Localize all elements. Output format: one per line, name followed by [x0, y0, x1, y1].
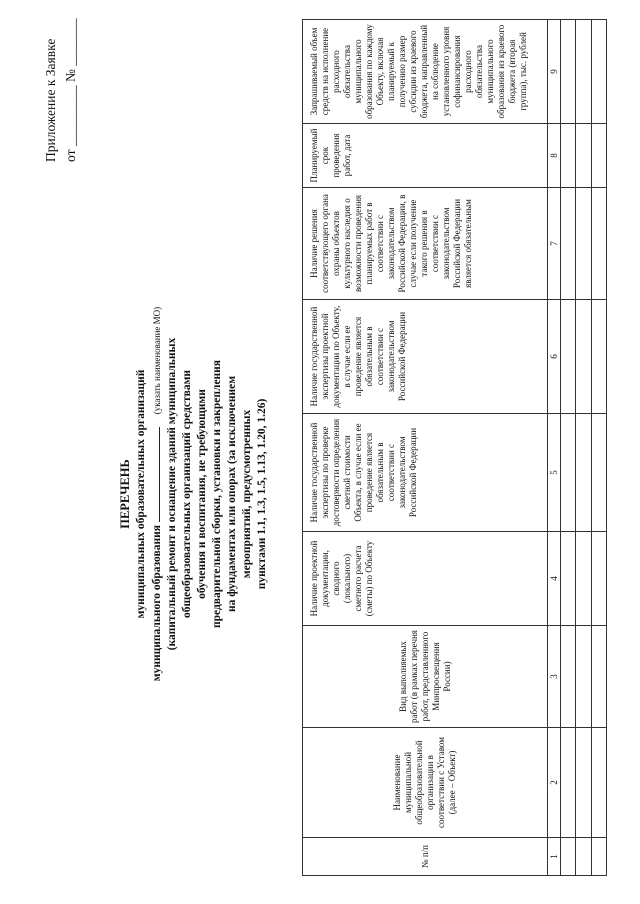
header-cell: Наличие проектной документации, сводного (локального) сметного расчета (сметы) по Объекту [303, 532, 548, 626]
mo-note: (указать наименование МО) [152, 306, 162, 415]
empty-cell [576, 414, 591, 532]
empty-cell [591, 838, 606, 876]
table-header-row [303, 20, 548, 876]
empty-cell [591, 20, 606, 124]
header-cell: Наличие государственной экспертизы по проверке достоверности определения сметной стоимости Объекта, в случае если ее проведение является обязательным в соответствии с законодательством Российской Федерации [303, 414, 548, 532]
empty-cell [561, 300, 576, 414]
empty-cell [561, 124, 576, 188]
header-cell: Наименование муниципальной общеобразовательной организации в соответствии с Уставом (далее – Объект) [303, 728, 548, 838]
column-number: 7 [548, 188, 561, 300]
header-cell: № п/п [303, 838, 548, 876]
column-number: 8 [548, 124, 561, 188]
empty-cell [591, 414, 606, 532]
column-number: 5 [548, 414, 561, 532]
heading-mo-row [149, 164, 165, 824]
empty-cell [561, 532, 576, 626]
table-row [561, 20, 576, 876]
column-number: 1 [548, 838, 561, 876]
header-cell: Запрашиваемый объем средств на исполнение расходного обязательства муниципального образования по каждому Объекту, включая планируемый к получению размер субсидии из краевого бюджета, направленный на соблюдение установленного уровня софинансирования расходного обязательства муниципального образования из краевого бюджета (вторая группа), тыс. рублей [303, 20, 548, 124]
objects-table [302, 19, 607, 876]
heading-line9: пунктами 1.1, 1.3, 1.5, 1.13, 1.20, 1.26) [256, 398, 268, 590]
heading-line6: предварительной сборки, установки и закрепления [211, 359, 223, 629]
column-number: 3 [548, 626, 561, 728]
table-row [591, 20, 606, 876]
column-number: 2 [548, 728, 561, 838]
header-cell: Наличие государственной экспертизы проектной документации по Объекту, в случае если ее проведение является обязательным в соответствии с законодательством Российской Федерации [303, 300, 548, 414]
empty-cell [576, 124, 591, 188]
empty-cell [561, 188, 576, 300]
header-cell: Планируемый срок проведения работ, дата [303, 124, 548, 188]
appendix-reference [42, 12, 80, 162]
table-row [576, 20, 591, 876]
heading-line2: муниципального образования [151, 525, 163, 682]
empty-cell [561, 626, 576, 728]
empty-cell [591, 124, 606, 188]
empty-cell [576, 532, 591, 626]
empty-cell [561, 20, 576, 124]
empty-cell [591, 532, 606, 626]
empty-cell [561, 414, 576, 532]
heading-line4: общеобразовательных организаций средствами [181, 369, 193, 619]
empty-cell [576, 188, 591, 300]
empty-cell [591, 728, 606, 838]
empty-cell [576, 626, 591, 728]
empty-cell [576, 728, 591, 838]
column-number: 4 [548, 532, 561, 626]
empty-cell [591, 188, 606, 300]
empty-cell [576, 20, 591, 124]
appendix-line1: Приложение к Заявке [43, 38, 58, 162]
empty-cell [561, 728, 576, 838]
column-number: 9 [548, 20, 561, 124]
header-cell: Наличие решения соответствующего органа охраны объектов культурного наследия о возможности проведения планируемых работ в соответствии с законодательством Российской Федерации, в случае если получение такого решения в соответствии с законодательством Российской Федерации является обязательным [303, 188, 548, 300]
document-heading [118, 164, 270, 824]
appendix-line2: от _________ № _______ [63, 18, 78, 162]
empty-cell [561, 838, 576, 876]
mo-name-blank [149, 427, 160, 522]
empty-cell [576, 300, 591, 414]
empty-cell [576, 838, 591, 876]
column-number-row [548, 20, 561, 876]
heading-line3: (капитальный ремонт и оснащение зданий муниципальных [166, 337, 178, 651]
heading-line5: обучения и воспитания, не требующими [196, 389, 208, 599]
header-cell: Вид выполняемых работ (в рамках перечня работ, представленного Минпросвещения России) [303, 626, 548, 728]
empty-cell [591, 300, 606, 414]
empty-cell [591, 626, 606, 728]
heading-line7: на фундаментах или опорах (за исключением [226, 375, 238, 613]
column-number: 6 [548, 300, 561, 414]
doc-title: ПЕРЕЧЕНЬ [118, 459, 132, 529]
heading-line8: мероприятий, предусмотренных [241, 409, 253, 579]
heading-line1: муниципальных образовательных организаций [135, 369, 147, 619]
